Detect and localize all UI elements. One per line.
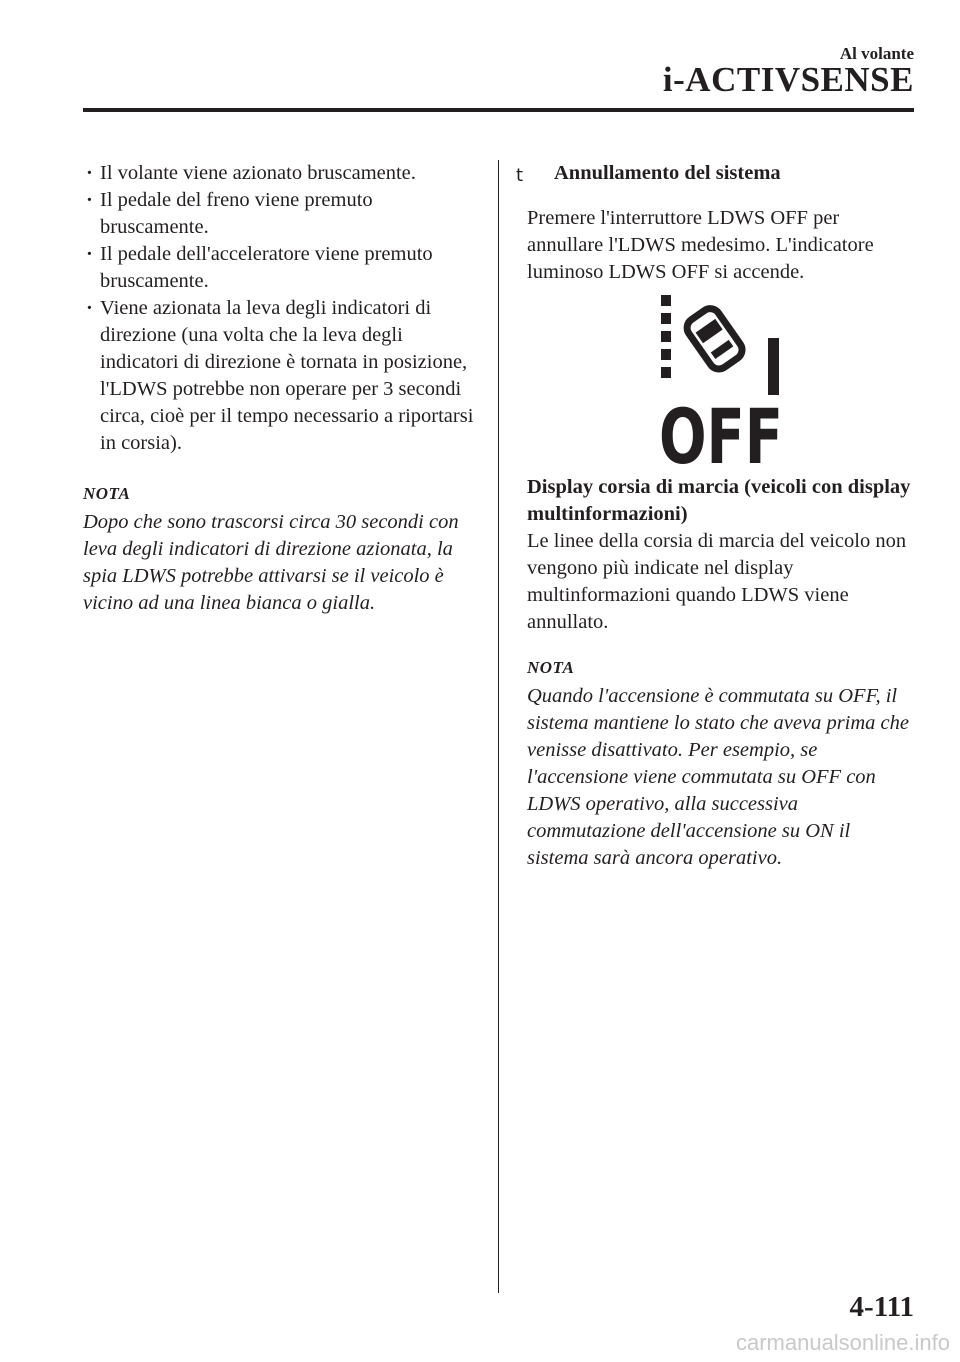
intro-paragraph: Premere l'interruttore LDWS OFF per annullare l'LDWS medesimo. L'indicatore luminoso LDWS OFF si accende. bbox=[527, 207, 874, 283]
list-item: · Il pedale dell'acceleratore viene premuto bruscamente. bbox=[83, 241, 483, 295]
ldws-off-indicator-graphic bbox=[657, 293, 787, 481]
right-column bbox=[515, 160, 915, 872]
left-column bbox=[83, 160, 483, 617]
section-heading bbox=[515, 160, 915, 187]
note-label: NOTA bbox=[527, 658, 575, 677]
note-text: Dopo che sono trascorsi circa 30 secondi con leva degli indicatori di direzione azionata, la spia LDWS potrebbe attivarsi se il veicolo è vicino ad una linea bianca o gialla. bbox=[83, 511, 459, 614]
column-divider bbox=[498, 160, 499, 1293]
section-marker-icon: t bbox=[516, 165, 524, 186]
note-text: Quando l'accensione è commutata su OFF, il sistema mantiene lo stato che aveva prima che venisse disattivato. Per esempio, se l'accensione viene commutata su OFF con LDWS operativo, alla successiva commutazione dell'accensione su ON il sistema sarà ancora operativo. bbox=[527, 685, 910, 869]
ldws-off-indicator-icon bbox=[657, 293, 787, 481]
list-item: · Il pedale del freno viene premuto bruscamente. bbox=[83, 187, 483, 241]
page-number: 4-111 bbox=[849, 1291, 914, 1323]
list-item: · Viene azionata la leva degli indicatori di direzione (una volta che la leva degli indicatori di direzione è tornata in posizione, l'LDWS potrebbe non operare per 3 secondi circa, cioè per il tempo necessario a riportarsi in corsia). bbox=[83, 295, 483, 457]
off-label: OFF bbox=[659, 392, 783, 481]
page-title: i-ACTIVSENSE bbox=[662, 60, 914, 99]
header-rule bbox=[83, 108, 914, 112]
display-caption: Display corsia di marcia (veicoli con display multinformazioni) bbox=[527, 476, 911, 525]
header-section-label: Al volante bbox=[839, 44, 914, 63]
section-heading-text: Annullamento del sistema bbox=[554, 162, 781, 184]
watermark: carmanualsonline.info bbox=[735, 1330, 950, 1355]
list-item: · Il volante viene azionato bruscamente. bbox=[83, 160, 483, 187]
condition-list bbox=[83, 160, 483, 457]
display-body: Le linee della corsia di marcia del veicolo non vengono più indicate nel display multinformazioni quando LDWS viene annullato. bbox=[527, 530, 907, 633]
note-label: NOTA bbox=[83, 484, 131, 503]
